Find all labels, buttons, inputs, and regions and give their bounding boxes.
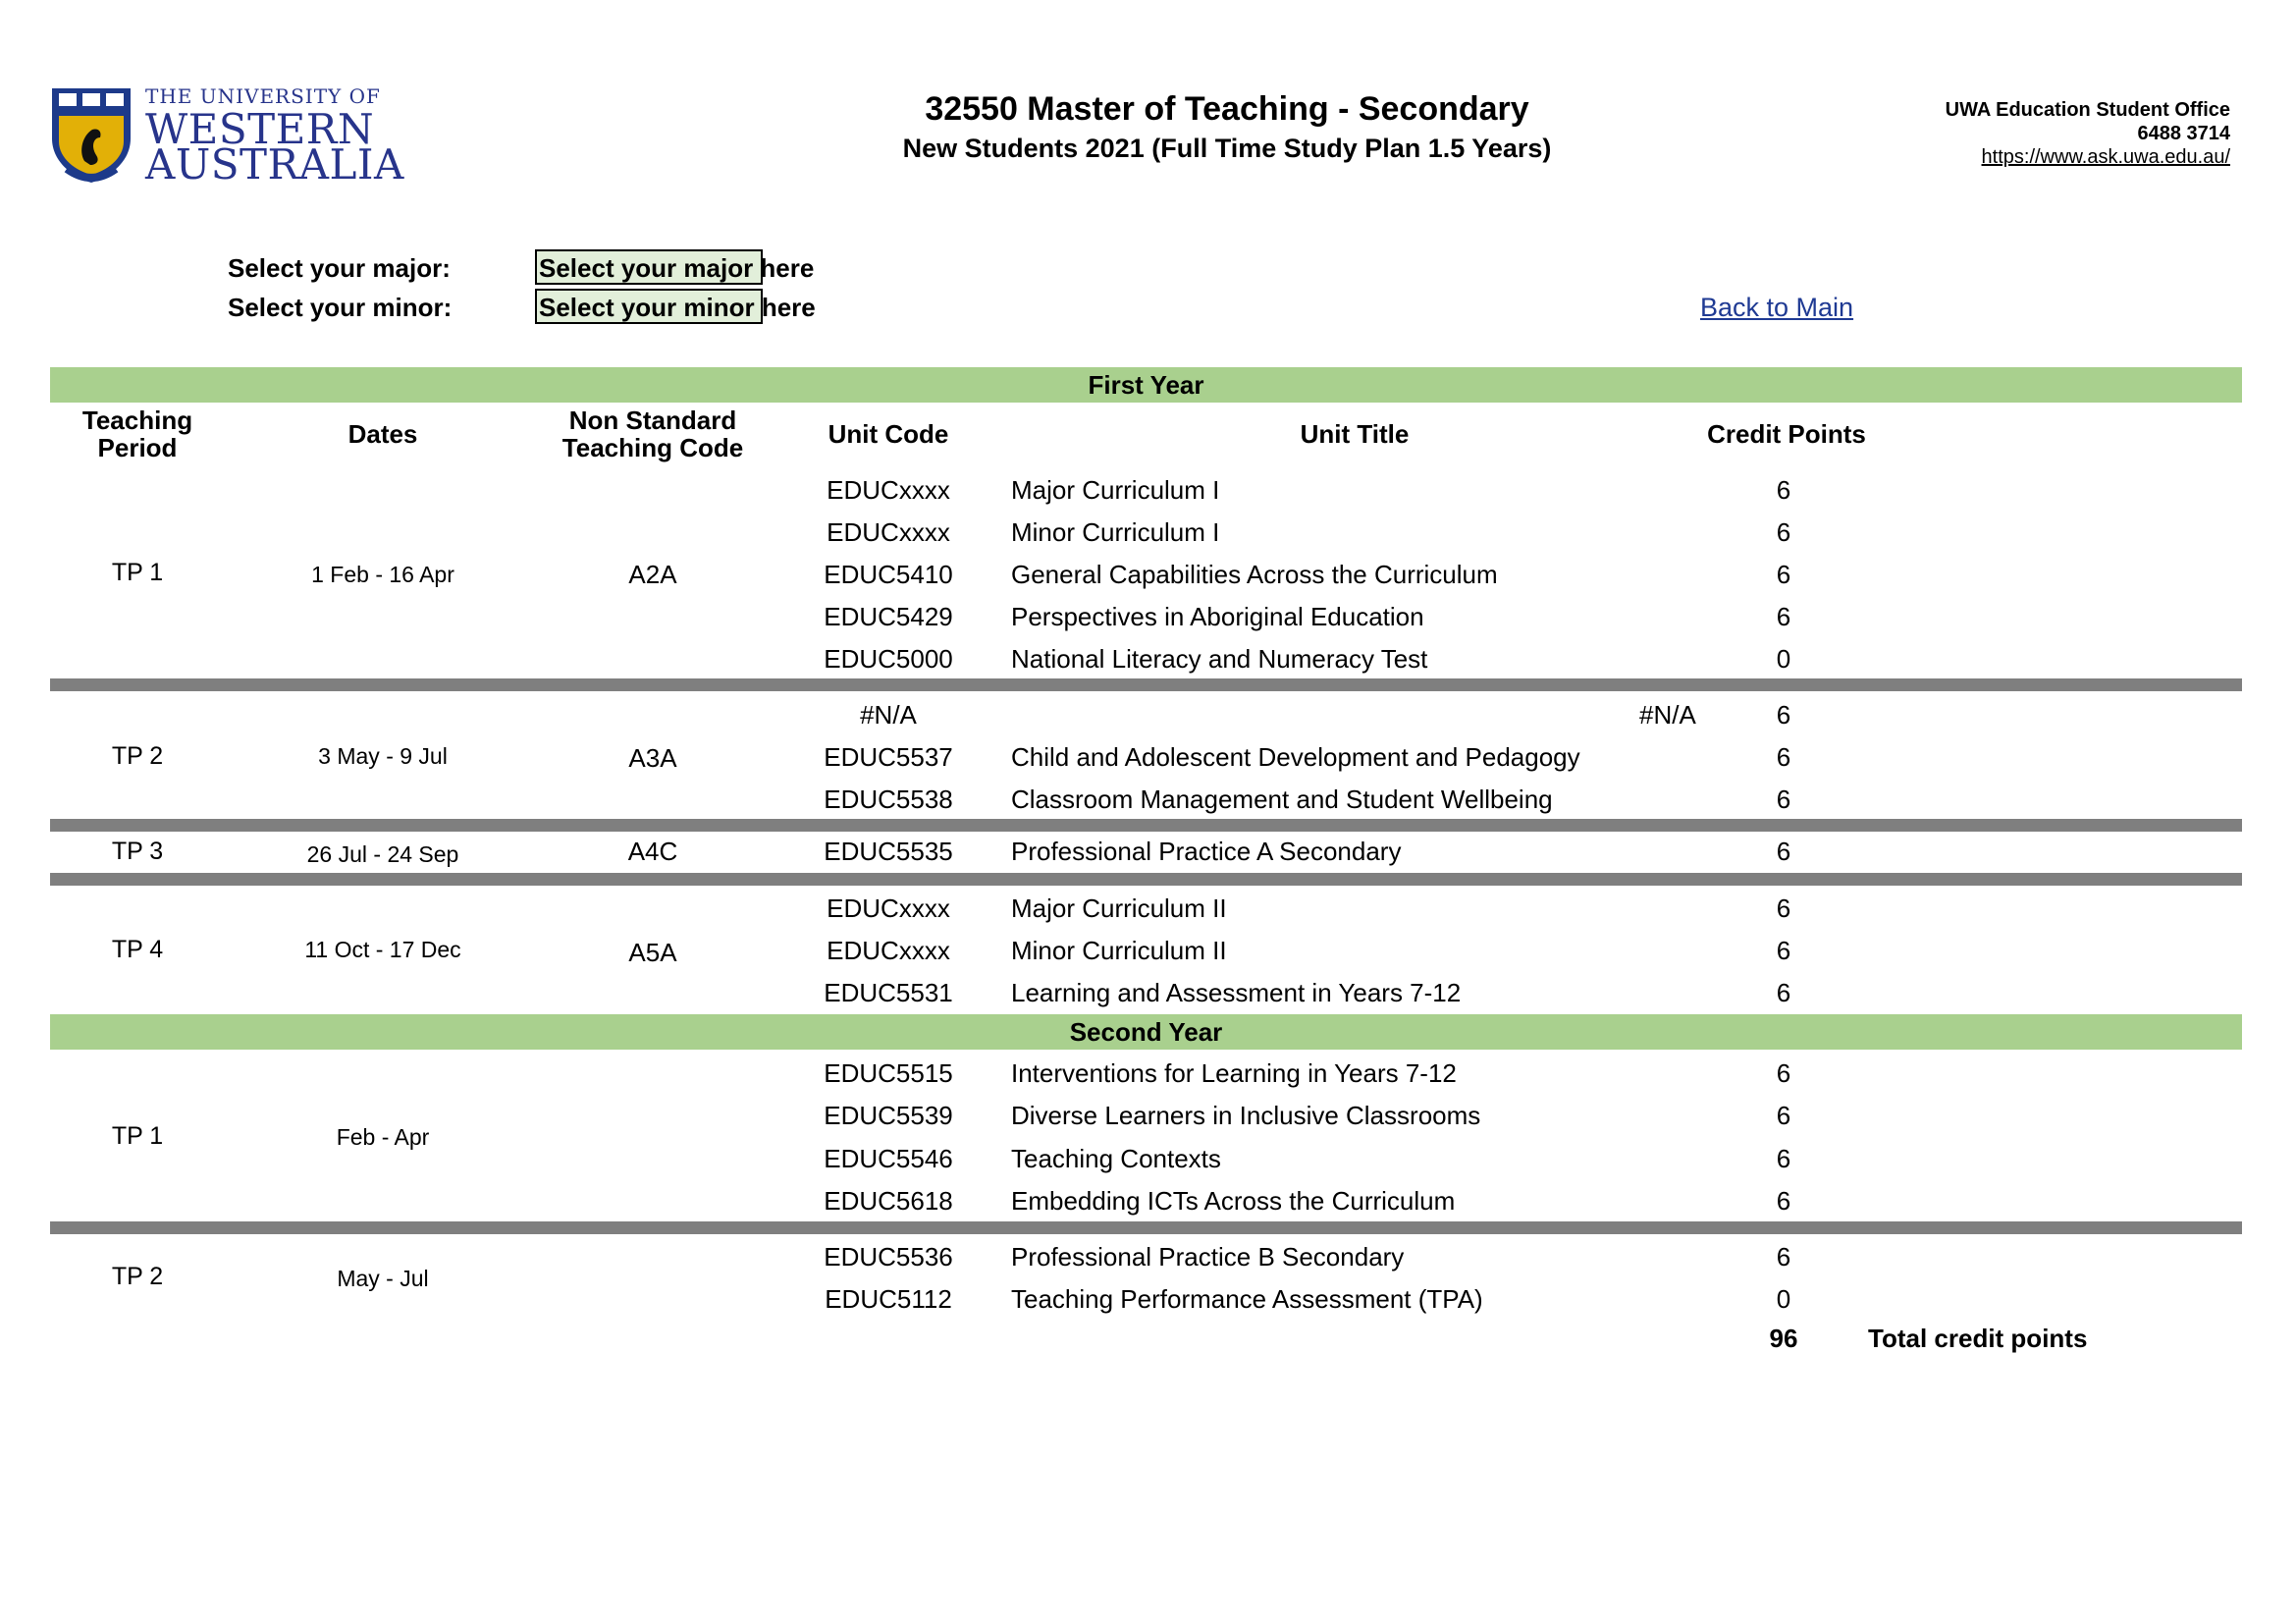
sy-tp2-period: TP 2 <box>111 1263 164 1290</box>
table-row-unit-code: EDUC5515 <box>824 1058 953 1088</box>
row-separator <box>50 678 2242 691</box>
table-row-credit: 6 <box>1776 893 1791 923</box>
office-phone: 6488 3714 <box>2137 123 2230 144</box>
table-row-unit-code: EDUC5618 <box>824 1186 953 1216</box>
logo-line1: THE UNIVERSITY OF <box>145 84 381 108</box>
header-nstc: Non Standard Teaching Code <box>561 406 744 462</box>
table-row-unit-code: EDUC5429 <box>824 602 953 631</box>
table-row-credit: 6 <box>1776 978 1791 1007</box>
table-row-unit-code: EDUC5410 <box>824 560 953 589</box>
second-year-band: Second Year <box>50 1014 2242 1050</box>
table-row-unit-code: EDUCxxxx <box>827 893 950 923</box>
table-row-unit-title: Teaching Performance Assessment (TPA) <box>1011 1284 1483 1314</box>
fy-tp2-period: TP 2 <box>111 742 164 770</box>
table-row-unit-code: #N/A <box>860 700 917 730</box>
table-row-credit: 6 <box>1776 602 1791 631</box>
table-row-unit-title: Teaching Contexts <box>1011 1144 1221 1173</box>
fy-tp4-dates: 11 Oct - 17 Dec <box>304 937 461 962</box>
minor-label: Select your minor: <box>228 293 453 322</box>
university-logo <box>47 84 404 189</box>
fy-tp4-period: TP 4 <box>111 936 164 963</box>
table-row-credit: 6 <box>1776 785 1791 814</box>
table-row-unit-title: Major Curriculum II <box>1011 893 1227 923</box>
header-teaching-period: Teaching Period <box>81 406 193 462</box>
major-label: Select your major: <box>228 253 451 283</box>
table-row-unit-code: EDUC5112 <box>825 1284 952 1314</box>
table-row-credit: 6 <box>1776 837 1791 866</box>
table-row-unit-title: Child and Adolescent Development and Pedagogy <box>1011 742 1580 772</box>
table-row-unit-code: EDUC5538 <box>824 785 953 814</box>
office-url-link[interactable]: https://www.ask.uwa.edu.au/ <box>1981 146 2230 168</box>
table-row-credit: 6 <box>1776 1101 1791 1130</box>
fy-tp2-dates: 3 May - 9 Jul <box>318 743 448 769</box>
page-title: 32550 Master of Teaching - Secondary <box>925 90 1529 128</box>
table-row-unit-title: Perspectives in Aboriginal Education <box>1011 602 1424 631</box>
table-row-unit-code: EDUC5537 <box>824 742 953 772</box>
table-row-credit: 6 <box>1776 936 1791 965</box>
table-row-credit: 6 <box>1776 560 1791 589</box>
fy-tp1-code: A2A <box>628 560 677 589</box>
table-row-unit-title: Interventions for Learning in Years 7-12 <box>1011 1058 1457 1088</box>
major-select[interactable]: Select your major here <box>539 253 815 283</box>
office-contact <box>1946 98 2230 169</box>
first-year-band: First Year <box>50 367 2242 403</box>
row-separator <box>50 819 2242 832</box>
table-row-unit-code: EDUC5531 <box>824 978 953 1007</box>
total-credit-label: Total credit points <box>1868 1324 2088 1353</box>
sy-tp1-period: TP 1 <box>111 1122 164 1150</box>
back-to-main-link[interactable]: Back to Main <box>1700 293 1854 322</box>
table-row-unit-code: EDUC5539 <box>824 1101 953 1130</box>
table-row-credit: 6 <box>1776 742 1791 772</box>
table-row-unit-title: #N/A <box>1639 700 1696 730</box>
header-dates: Dates <box>347 419 418 449</box>
table-row-credit: 6 <box>1776 475 1791 505</box>
page-subtitle: New Students 2021 (Full Time Study Plan 1.5 Years) <box>902 134 1552 163</box>
table-row-credit: 6 <box>1776 1242 1791 1272</box>
row-separator <box>50 1221 2242 1234</box>
table-row-credit: 6 <box>1776 1058 1791 1088</box>
table-row-credit: 0 <box>1776 644 1791 674</box>
table-row-unit-title: Professional Practice A Secondary <box>1011 837 1402 866</box>
table-row-unit-title: Classroom Management and Student Wellbeing <box>1011 785 1553 814</box>
table-row-unit-code: EDUC5536 <box>824 1242 953 1272</box>
table-row-unit-title: Professional Practice B Secondary <box>1011 1242 1405 1272</box>
table-row-unit-code: EDUCxxxx <box>827 475 950 505</box>
sy-tp2-dates: May - Jul <box>337 1266 429 1291</box>
table-row-unit-title: Minor Curriculum II <box>1011 936 1227 965</box>
minor-select[interactable]: Select your minor here <box>539 293 816 322</box>
table-row-credit: 6 <box>1776 517 1791 547</box>
table-row-credit: 6 <box>1776 1186 1791 1216</box>
table-row-unit-title: General Capabilities Across the Curriculum <box>1011 560 1498 589</box>
fy-tp3-period: TP 3 <box>111 838 164 865</box>
table-row-unit-code: EDUCxxxx <box>827 936 950 965</box>
table-row-unit-code: EDUC5000 <box>824 644 953 674</box>
table-row-unit-title: Diverse Learners in Inclusive Classrooms <box>1011 1101 1481 1130</box>
header-unit-title: Unit Title <box>1300 419 1410 449</box>
total-credit-value: 96 <box>1769 1324 1798 1353</box>
table-row-unit-code: EDUCxxxx <box>827 517 950 547</box>
header-credit-points: Credit Points <box>1707 419 1866 449</box>
table-row-unit-title: Major Curriculum I <box>1011 475 1220 505</box>
fy-tp4-code: A5A <box>628 938 677 967</box>
logo-line2: WESTERN <box>145 105 375 153</box>
table-row-unit-title: Minor Curriculum I <box>1011 517 1220 547</box>
shield-crest-icon <box>47 84 135 185</box>
fy-tp1-dates: 1 Feb - 16 Apr <box>311 562 454 587</box>
sy-tp1-dates: Feb - Apr <box>336 1124 430 1150</box>
table-row-credit: 6 <box>1776 1144 1791 1173</box>
row-separator <box>50 873 2242 886</box>
fy-tp1-period: TP 1 <box>111 559 164 586</box>
table-row-unit-title: National Literacy and Numeracy Test <box>1011 644 1428 674</box>
logo-line3: AUSTRALIA <box>145 140 404 189</box>
office-name: UWA Education Student Office <box>1945 99 2230 121</box>
table-row-unit-title: Learning and Assessment in Years 7-12 <box>1011 978 1462 1007</box>
table-row-unit-code: EDUC5546 <box>824 1144 953 1173</box>
fy-tp2-code: A3A <box>628 743 677 773</box>
header-unit-code: Unit Code <box>828 419 949 449</box>
fy-tp3-code: A4C <box>627 837 678 866</box>
fy-tp3-dates: 26 Jul - 24 Sep <box>306 841 459 867</box>
table-row-unit-code: EDUC5535 <box>824 837 953 866</box>
table-row-unit-title: Embedding ICTs Across the Curriculum <box>1011 1186 1456 1216</box>
table-row-credit: 0 <box>1776 1284 1791 1314</box>
table-row-credit: 6 <box>1776 700 1791 730</box>
